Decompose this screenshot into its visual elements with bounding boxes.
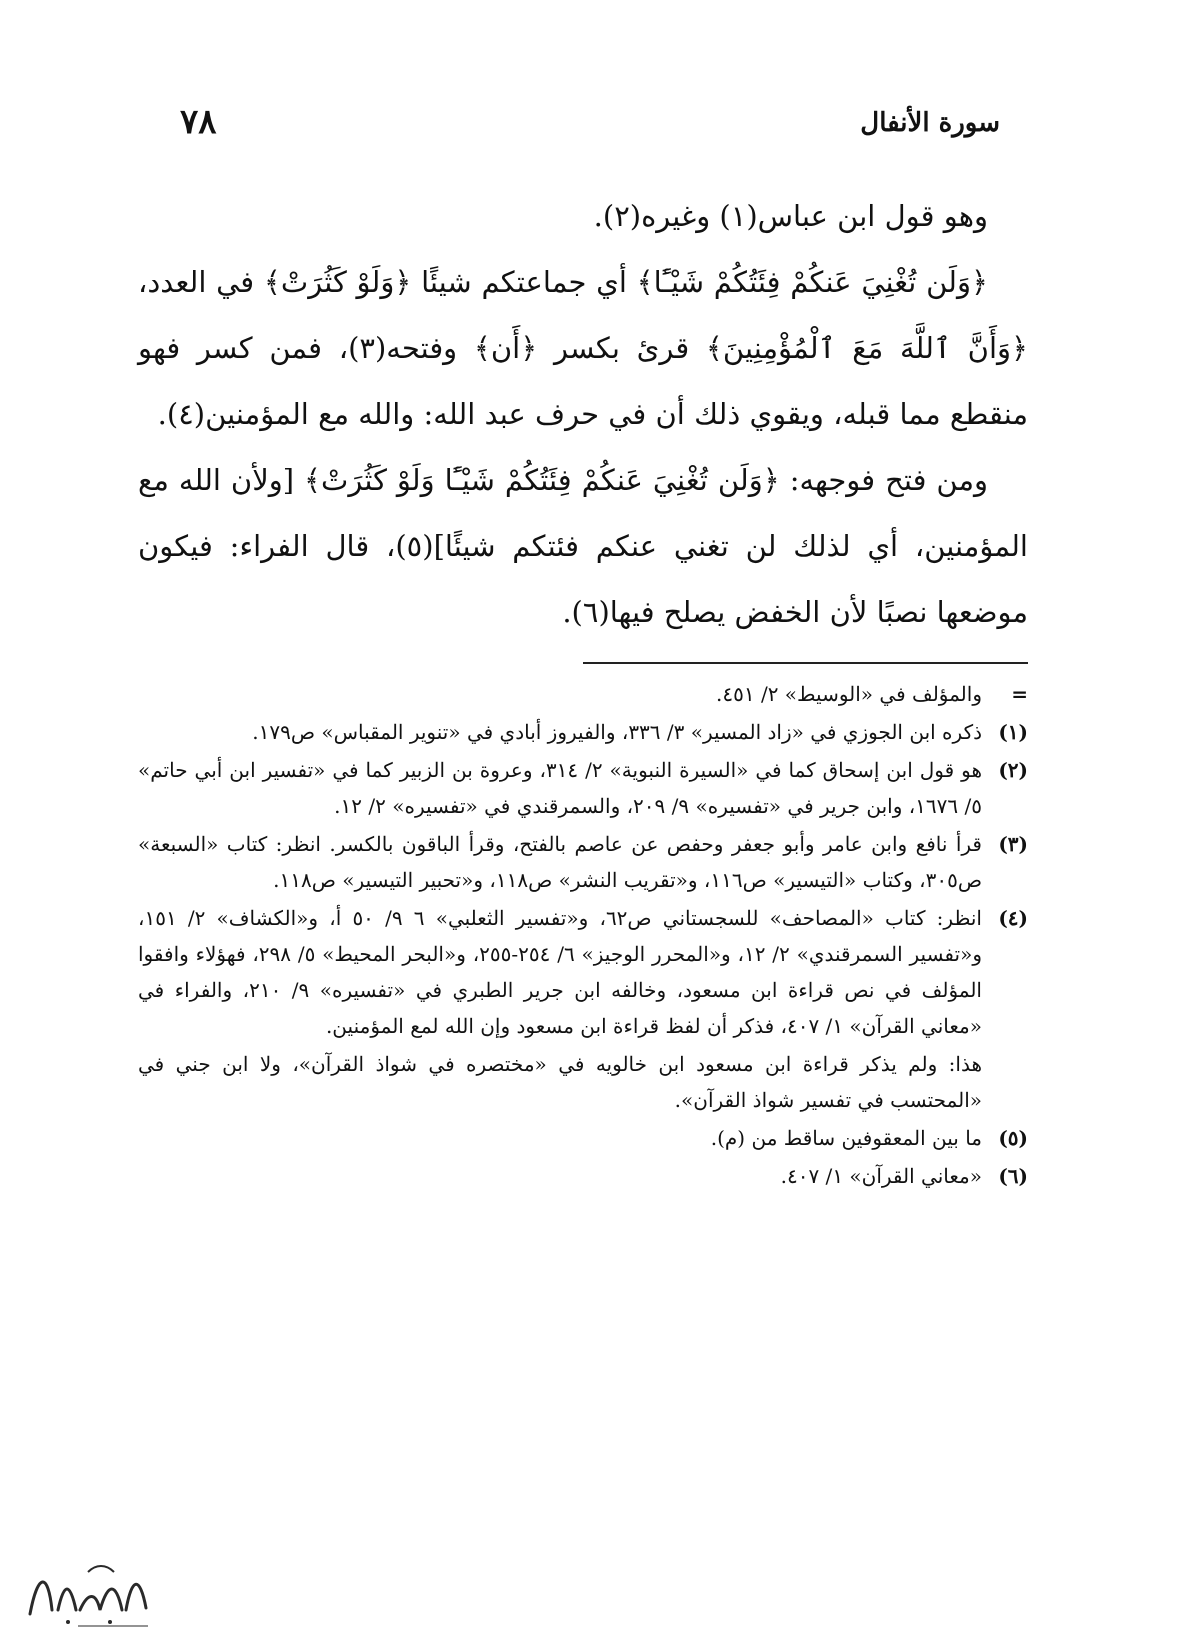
footnote-mark: (١) [998,720,1028,744]
footnote-text: «معاني القرآن» ١/ ٤٠٧. [780,1164,982,1188]
footnote-item [138,752,1028,824]
surah-title: سورة الأنفال [860,108,1000,138]
footnote-mark: = [1011,682,1028,706]
footnote-item [138,900,1028,1044]
footnote-item [138,1120,1028,1156]
footnote-text: والمؤلف في «الوسيط» ٢/ ٤٥١. [716,682,982,706]
paragraph-1: وهو قول ابن عباس(١) وغيره(٢). [593,199,988,233]
footnote-mark [982,1046,1028,1118]
footnote-separator [583,662,1028,664]
footnote-mark: (٢) [998,758,1028,782]
footnote-item [138,1046,1028,1118]
footnote-text: ذكره ابن الجوزي في «زاد المسير» ٣/ ٣٣٦، والفيروز أبادي في «تنوير المقباس» ص١٧٩. [252,720,982,744]
footnote-text: هو قول ابن إسحاق كما في «السيرة النبوية» ٢/ ٣١٤، وعروة بن الزبير كما في «تفسير ابن أبي حاتم» ٥/ ١٦٧٦، وابن جرير في «تفسيره» ٩/ ٢٠٩، والسمرقندي في «تفسيره» ٢/ ١٢. [138,758,983,818]
footnote-text: قرأ نافع وابن عامر وأبو جعفر وحفص عن عاصم بالفتح، وقرأ الباقون بالكسر. انظر: كتاب «السبعة» ص٣٠٥، وكتاب «التيسير» ص١١٦، و«تقريب النشر» ص١١٨، و«تحبير التيسير» ص١١٨. [138,832,982,892]
footnote-item [138,714,1028,750]
page-number: ٧٨ [180,102,217,142]
footnote-mark: (٤) [998,906,1028,930]
footnote-mark: (٦) [998,1164,1028,1188]
paragraph-2: ﴿وَلَن تُغْنِيَ عَنكُمْ فِئَتُكُمْ شَيْـًٔا﴾ أي جماعتكم شيئًا ﴿وَلَوْ كَثُرَتْ﴾ في العدد، ﴿وَأَنَّ ٱللَّهَ مَعَ ٱلْمُؤْمِنِينَ﴾ قرئ بكسر ﴿أَن﴾ وفتحه(٣)، فمن كسر فهو منقطع مما قبله، ويقوي ذلك أن في حرف عبد الله: والله مع المؤمنين(٤). [138,265,1029,431]
footnote-text: ما بين المعقوفين ساقط من (م). [710,1126,982,1150]
footnote-item [138,1158,1028,1194]
footnote-item [138,826,1028,898]
footnote-mark: (٣) [998,832,1028,856]
footnote-mark: (٥) [998,1126,1028,1150]
watermark-logo-icon [18,1552,158,1632]
footnote-text: انظر: كتاب «المصاحف» للسجستاني ص٦٢، و«تفسير الثعلبي» ٦ ٩/ ٥٠ أ، و«الكشاف» ٢/ ١٥١، و«تفسير السمرقندي» ٢/ ١٢، و«المحرر الوجيز» ٦/ ٢٥٤-٢٥٥، و«البحر المحيط» ٥/ ٢٩٨، فهؤلاء وافقوا المؤلف في نص قراءة ابن مسعود، وخالفه ابن جرير الطبري في «تفسيره» ٩/ ٢١٠، والفراء في «معاني القرآن» ١/ ٤٠٧، فذكر أن لفظ قراءة ابن مسعود وإن الله لمع المؤمنين. [138,906,982,1038]
footnotes [138,676,1028,1196]
page-header [180,102,1000,152]
main-text [138,183,1028,645]
footnote-text: هذا: ولم يذكر قراءة ابن مسعود ابن خالويه في «مختصره في شواذ القرآن»، ولا ابن جني في «المحتسب في تفسير شواذ القرآن». [138,1052,982,1112]
paragraph-3: ومن فتح فوجهه: ﴿وَلَن تُغْنِيَ عَنكُمْ فِئَتُكُمْ شَيْـًٔا وَلَوْ كَثُرَتْ﴾ [ولأن الله مع المؤمنين، أي لذلك لن تغني عنكم فئتكم شيئًا](٥)، قال الفراء: فيكون موضعها نصبًا لأن الخفض يصلح فيها(٦). [138,463,1028,629]
footnote-item [138,676,1028,712]
